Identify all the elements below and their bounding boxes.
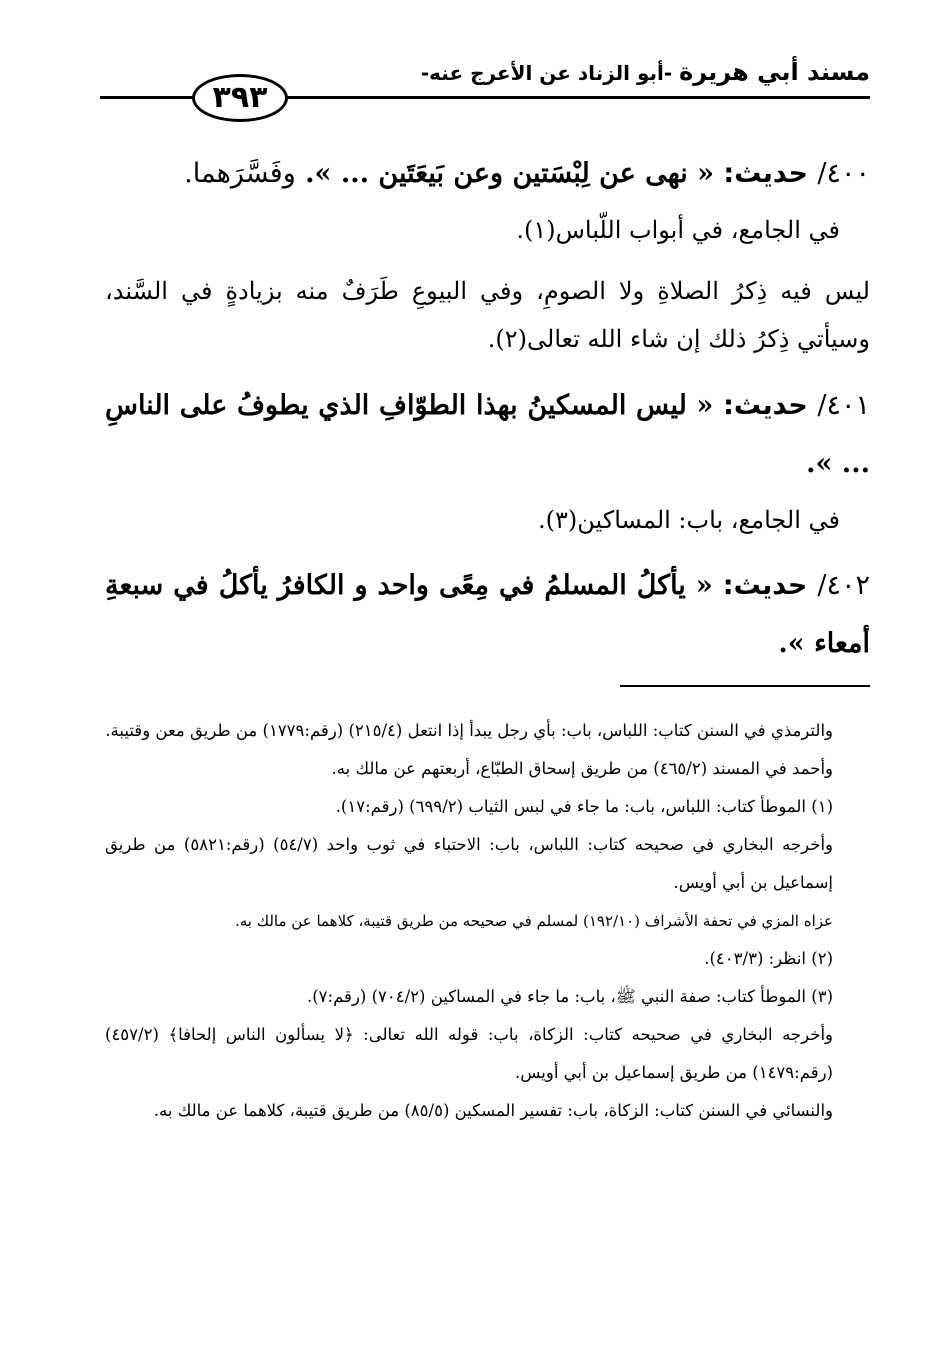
footnote-separator [620, 685, 870, 687]
hadith-text: « ليس المسكينُ بهذا الطوّافِ الذي يطوفُ على الناسِ ... ». [105, 390, 870, 479]
footnote-line: والترمذي في السنن كتاب: اللباس، باب: بأي رجل يبدأ إذا انتعل (٢١٥/٤) (رقم:١٧٧٩) من طريق معن وقتيبة. [105, 721, 833, 740]
footnotes [105, 712, 833, 1130]
hadith-number: ٤٠٠/ [817, 158, 870, 189]
hadith-label: حديث: [723, 390, 808, 421]
footnote-line: والنسائي في السنن كتاب: الزكاة، باب: تفسير المسكين (٨٥/٥) من طريق قتيبة، كلاهما عن مالك به. [153, 1101, 833, 1120]
footnote-line: عزاه المزي في تحفة الأشراف (١٩٢/١٠) لمسلم في صحيحه من طريق قتيبة، كلاهما عن مالك به. [234, 912, 833, 930]
footnote-line: وأخرجه البخاري في صحيحه كتاب: الزكاة، باب: قوله الله تعالى: ﴿لا يسألون الناس إلحافا﴾ (٤٥٧/٢) (رقم:١٤٧٩) من طريق إسماعيل بن أبي أويس. [105, 1025, 833, 1082]
hadith-402 [105, 557, 870, 673]
chapter-title: -أبو الزناد عن الأعرج عنه- [420, 61, 673, 85]
hadith-400 [105, 145, 870, 203]
hadith-label: حديث: [722, 570, 808, 601]
running-head [421, 58, 870, 86]
hadith-number: ٤٠١/ [817, 390, 870, 421]
book-title: مسند أبي هريرة [679, 58, 870, 86]
footnote-line: وأحمد في المسند (٤٦٥/٢) من طريق إسحاق الطبّاع، أربعتهم عن مالك به. [331, 759, 833, 778]
hadith-number: ٤٠٢/ [817, 570, 870, 601]
hadith-401-reference: في الجامع، باب: المساكين(٣). [538, 506, 840, 534]
hadith-tail: وفَسَّرَهما. [184, 158, 296, 189]
hadith-400-note: ليس فيه ذِكرُ الصلاةِ ولا الصومِ، وفي البيوعِ طَرَفٌ منه بزيادةٍ في السَّند، وسيأتي ذِكرُ ذلك إن شاء الله تعالى(٢). [105, 277, 870, 353]
hadith-label: حديث: [723, 158, 808, 189]
hadith-text: « يأكلُ المسلمُ في مِعًى واحد و الكافرُ يأكلُ في سبعةِ أمعاء ». [105, 570, 870, 659]
hadith-400-reference: في الجامع، في أبواب اللّباس(١). [516, 216, 840, 244]
hadith-401 [105, 377, 870, 493]
page-header [100, 52, 870, 132]
footnote-1: (١) الموطأ كتاب: اللباس، باب: ما جاء في لبس الثياب (٦٩٩/٢) (رقم:١٧). [335, 797, 833, 816]
footnote-line: وأخرجه البخاري في صحيحه كتاب: اللباس، باب: الاحتباء في ثوب واحد (٥٤/٧) (رقم:٥٨٢١) من طريق إسماعيل بن أبي أويس. [105, 835, 834, 892]
hadith-text: « نهى عن لِبْسَتين وعن بَيعَتَين ... ». [305, 158, 714, 189]
footnote-2: (٢) انظر: (٤٠٣/٣). [704, 949, 833, 968]
footnote-3: (٣) الموطأ كتاب: صفة النبي ﷺ، باب: ما جاء في المساكين (٧٠٤/٢) (رقم:٧). [306, 987, 833, 1006]
main-text [105, 145, 870, 673]
page-number: ٣٩٣ [192, 74, 288, 122]
